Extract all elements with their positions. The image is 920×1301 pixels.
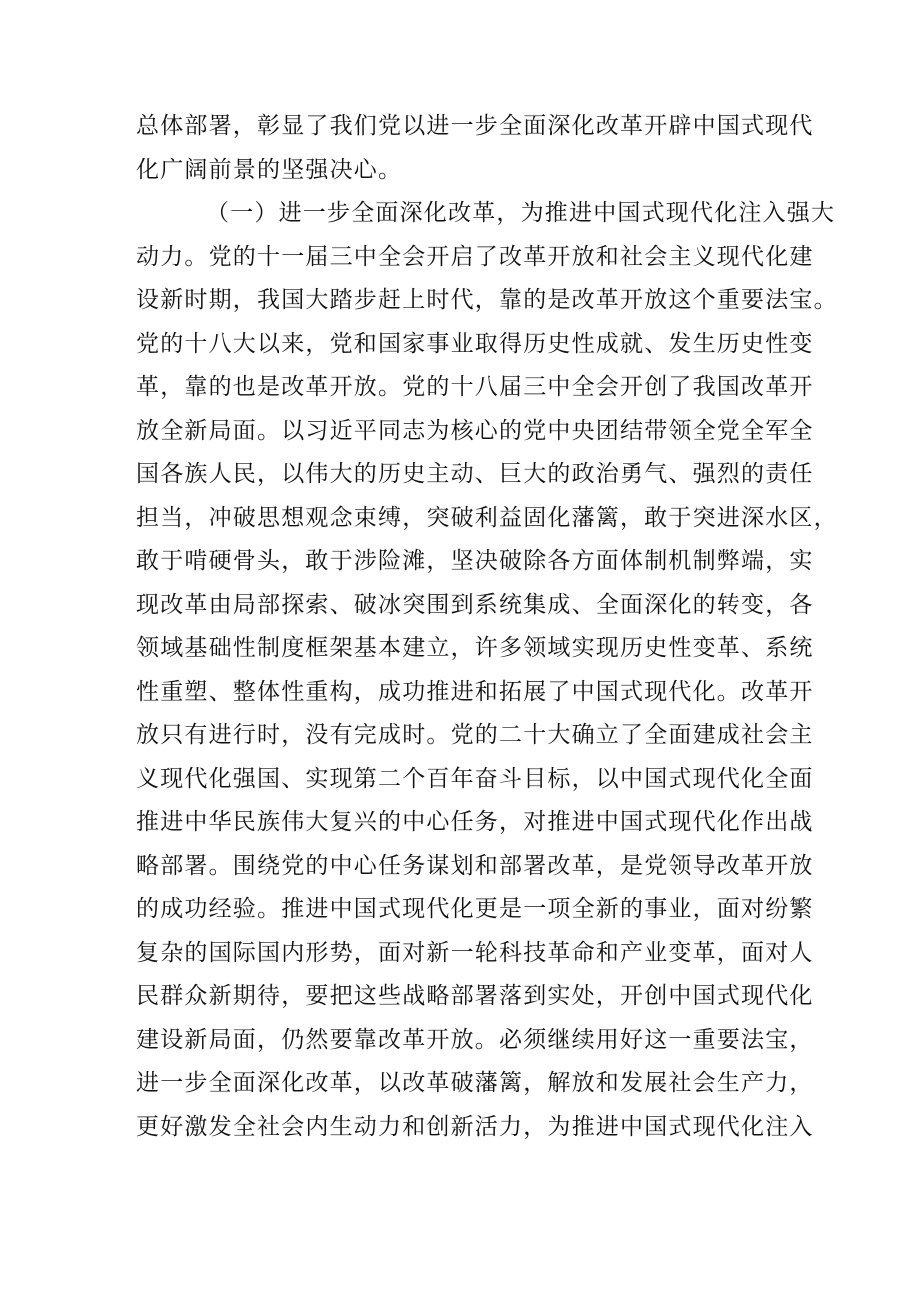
text-line: 性重塑、整体性重构，成功推进和拓展了中国式现代化。改革开 bbox=[136, 678, 814, 705]
text-line: 复杂的国际国内形势，面对新一轮科技革命和产业变革，面对人 bbox=[136, 939, 814, 966]
text-line: 总体部署，彰显了我们党以进一步全面深化改革开辟中国式现代 bbox=[136, 113, 814, 139]
text-line: 更好激发全社会内生动力和创新活力，为推进中国式现代化注入 bbox=[136, 1113, 814, 1140]
text-line: 敢于啃硬骨头，敢于涉险滩，坚决破除各方面体制机制弊端，实 bbox=[136, 548, 814, 574]
text-line: 现改革由局部探索、破冰突围到系统集成、全面深化的转变，各 bbox=[136, 591, 814, 618]
text-line: 革，靠的也是改革开放。党的十八届三中全会开创了我国改革开 bbox=[136, 374, 814, 400]
section-heading-line: （一）进一步全面深化改革，为推进中国式现代化注入强大 bbox=[206, 200, 836, 226]
text-line: 放全新局面。以习近平同志为核心的党中央团结带领全党全军全 bbox=[136, 417, 814, 444]
text-line: 国各族人民，以伟大的历史主动、巨大的政治勇气、强烈的责任 bbox=[136, 461, 814, 487]
text-line: 党的十八大以来，党和国家事业取得历史性成就、发生历史性变 bbox=[136, 330, 814, 357]
text-line: 略部署。围绕党的中心任务谋划和部署改革，是党领导改革开放 bbox=[136, 852, 814, 879]
text-line: 放只有进行时，没有完成时。党的二十大确立了全面建成社会主 bbox=[136, 722, 814, 748]
text-line: 化广阔前景的坚强决心。 bbox=[136, 156, 403, 183]
text-line: 义现代化强国、实现第二个百年奋斗目标，以中国式现代化全面 bbox=[136, 765, 814, 792]
text-line: 的成功经验。推进中国式现代化更是一项全新的事业，面对纷繁 bbox=[136, 896, 814, 922]
text-line: 进一步全面深化改革，以改革破藩篱，解放和发展社会生产力， bbox=[136, 1070, 814, 1096]
text-line: 民群众新期待，要把这些战略部署落到实处，开创中国式现代化 bbox=[136, 983, 814, 1009]
text-line: 建设新局面，仍然要靠改革开放。必须继续用好这一重要法宝， bbox=[136, 1026, 814, 1053]
body-text bbox=[136, 105, 838, 1149]
text-line: 领域基础性制度框架基本建立，许多领域实现历史性变革、系统 bbox=[136, 635, 814, 661]
text-line: 动力。党的十一届三中全会开启了改革开放和社会主义现代化建 bbox=[136, 243, 814, 270]
text-line: 推进中华民族伟大复兴的中心任务，对推进中国式现代化作出战 bbox=[136, 809, 814, 835]
text-line: 担当，冲破思想观念束缚，突破利益固化藩篱，敢于突进深水区， bbox=[136, 504, 838, 531]
text-line: 设新时期，我国大踏步赶上时代，靠的是改革开放这个重要法宝。 bbox=[136, 287, 838, 313]
